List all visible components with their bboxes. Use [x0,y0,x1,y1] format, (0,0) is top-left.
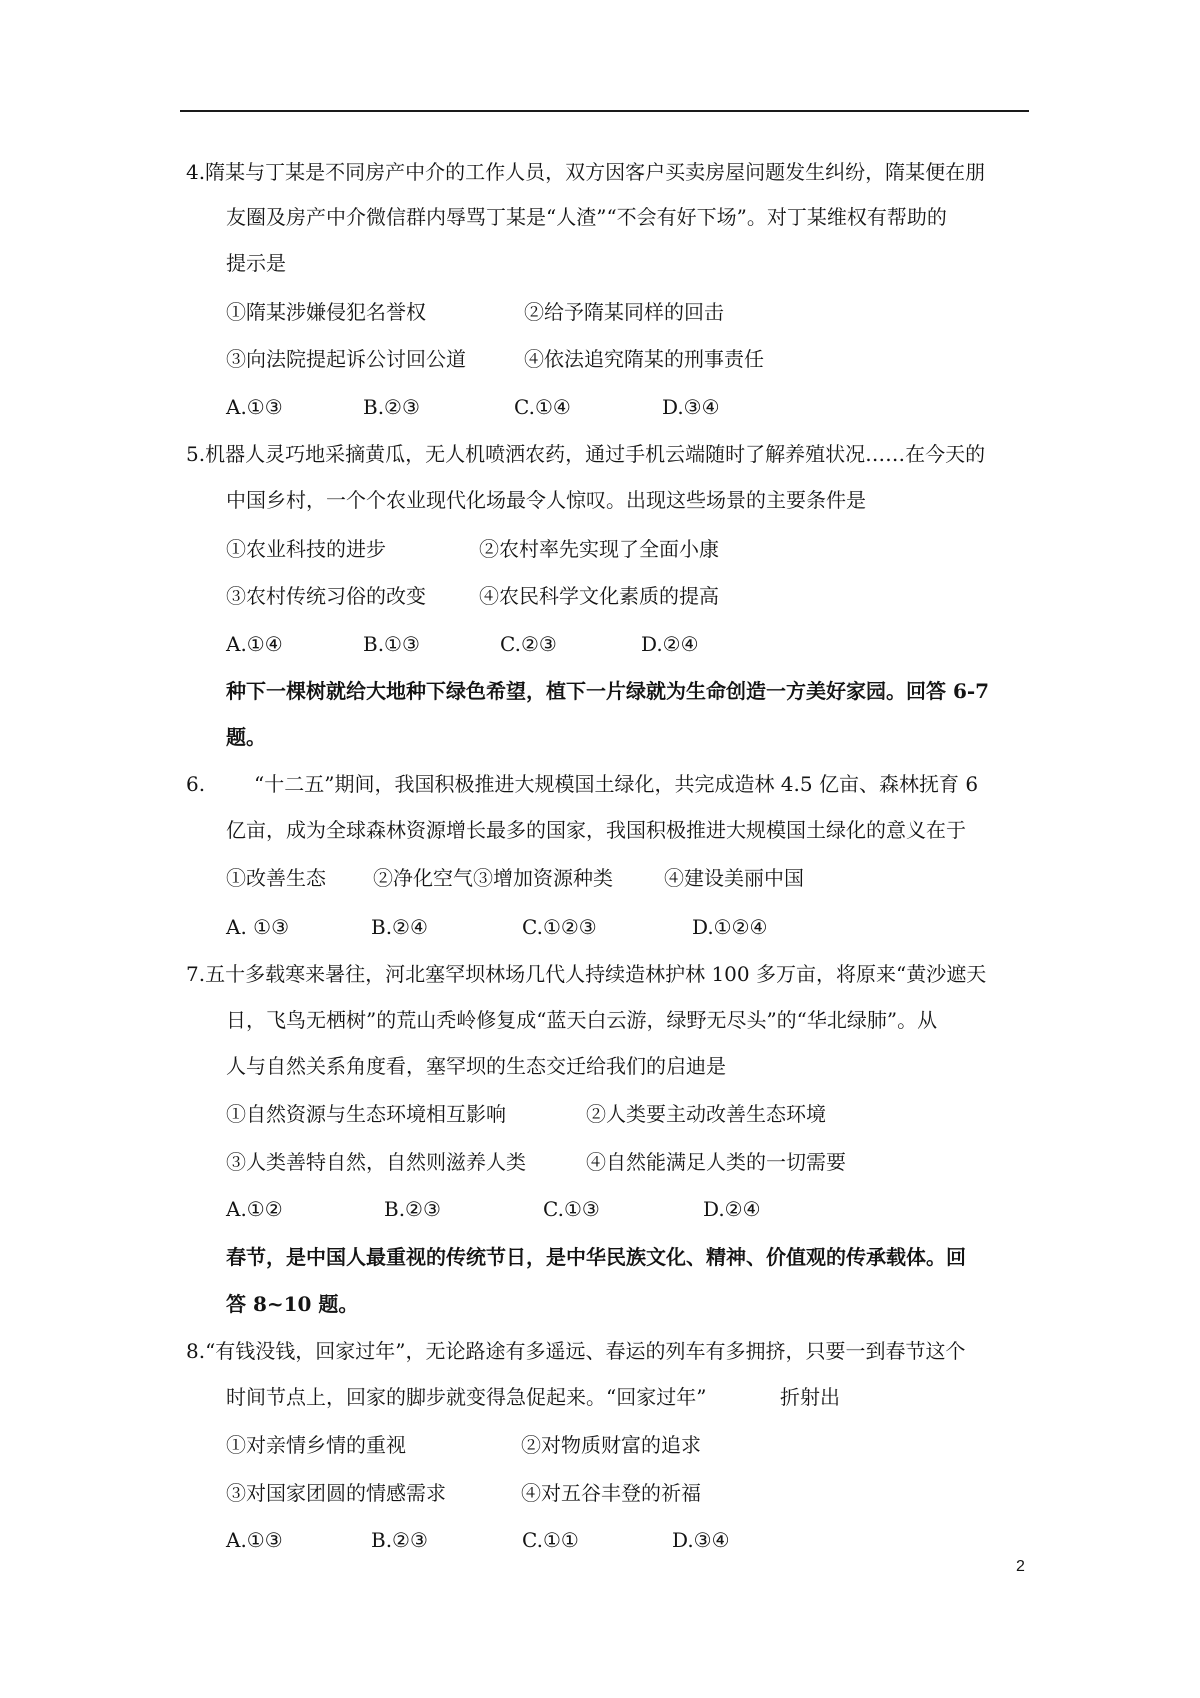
question-stem-line: 5.机器人灵巧地采摘黄瓜，无人机喷洒农药，通过手机云端随时了解养殖状况……在今天的 [186,442,986,466]
statement-1: ①隋某涉嫌侵犯名誉权 [226,300,426,324]
question-stem-line: 中国乡村，一个个农业现代化场最令人惊叹。出现这些场景的主要条件是 [226,488,866,512]
intro-line: 春节，是中国人最重视的传统节日，是中华民族文化、精神、价值观的传承载体。回 [226,1245,966,1269]
option-d: D.③④ [672,1528,730,1552]
option-d: D.①②④ [692,915,768,939]
option-b: B.②③ [384,1197,441,1221]
option-b: B.①③ [363,632,420,656]
statement-1: ①农业科技的进步 [226,537,386,561]
option-b: B.②④ [371,915,428,939]
question-stem-line: 人与自然关系角度看，塞罕坝的生态交迁给我们的启迪是 [226,1054,726,1078]
statement-3: ③人类善特自然，自然则滋养人类 [226,1150,526,1174]
question-stem-line: 时间节点上，回家的脚步就变得急促起来。“回家过年” [226,1385,707,1409]
header-rule [180,110,1029,112]
option-c: C.①③ [543,1197,600,1221]
option-d: D.③④ [662,395,720,419]
question-stem-line: 亿亩，成为全球森林资源增长最多的国家，我国积极推进大规模国土绿化的意义在于 [226,818,966,842]
statement-4: ④农民科学文化素质的提高 [479,584,719,608]
question-stem-line: “十二五”期间，我国积极推进大规模国土绿化，共完成造林 4.5 亿亩、森林抚育 6 [254,772,979,796]
statement-2: ②对物质财富的追求 [521,1433,701,1457]
statement-1: ①改善生态 [226,866,326,890]
question-stem-line: 7.五十多载寒来暑往，河北塞罕坝林场几代人持续造林护林 100 多万亩，将原来“黄沙遮天 [186,962,987,986]
option-a: A.①④ [226,632,283,656]
statement-4: ④对五谷丰登的祈福 [521,1481,701,1505]
question-stem-line: 8.“有钱没钱，回家过年”，无论路途有多遥远、春运的列车有多拥挤，只要一到春节这个 [186,1339,966,1363]
intro-line: 答 8~10 题。 [226,1292,359,1316]
statement-3: ③农村传统习俗的改变 [226,584,426,608]
statement-1: ①自然资源与生态环境相互影响 [226,1102,506,1126]
option-a: A.①③ [226,395,283,419]
option-b: B.②③ [371,1528,428,1552]
statement-3: ④建设美丽中国 [664,866,804,890]
option-c: C.①②③ [522,915,597,939]
option-d: D.②④ [641,632,699,656]
option-d: D.②④ [703,1197,761,1221]
question-stem-line: 折射出 [780,1385,840,1409]
statement-4: ④依法追究隋某的刑事责任 [524,347,764,371]
option-c: C.①① [522,1528,579,1552]
question-number: 6. [186,772,206,796]
statement-2: ②人类要主动改善生态环境 [586,1102,826,1126]
question-stem-line: 4.隋某与丁某是不同房产中介的工作人员，双方因客户买卖房屋问题发生纠纷，隋某便在朋 [186,160,986,184]
option-c: C.②③ [500,632,557,656]
option-a: A. ①③ [226,915,290,939]
statement-2: ②农村率先实现了全面小康 [479,537,719,561]
statement-3: ③向法院提起诉公讨回公道 [226,347,466,371]
statement-3: ③对国家团圆的情感需求 [226,1481,446,1505]
statement-4: ④自然能满足人类的一切需要 [586,1150,846,1174]
page-number: 2 [1016,1558,1025,1575]
statement-1: ①对亲情乡情的重视 [226,1433,406,1457]
option-a: A.①③ [226,1528,283,1552]
question-stem-line: 日，飞鸟无栖树”的荒山秃岭修复成“蓝天白云游，绿野无尽头”的“华北绿肺”。从 [226,1008,938,1032]
option-b: B.②③ [363,395,420,419]
question-stem-line: 友圈及房产中介微信群内辱骂丁某是“人渣”“不会有好下场”。对丁某维权有帮助的 [226,205,947,229]
option-c: C.①④ [514,395,571,419]
intro-line: 种下一棵树就给大地种下绿色希望，植下一片绿就为生命创造一方美好家园。回答 6-7 [226,679,990,703]
statement-2: ②净化空气③增加资源种类 [373,866,613,890]
question-stem-line: 提示是 [226,251,286,275]
statement-2: ②给予隋某同样的回击 [524,300,724,324]
intro-line: 题。 [226,725,266,749]
option-a: A.①② [226,1197,283,1221]
